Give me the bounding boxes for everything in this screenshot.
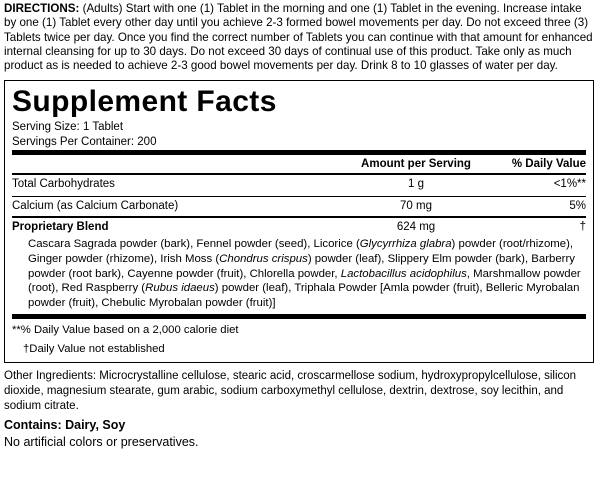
other-ingredients: Other Ingredients: Microcrystalline cellulose, stearic acid, croscarmellose sodium, hydroxypropylcellulose, silicon dioxide, magnesium stearate, gum arabic, sodium carboxymethyl cellulose, dextrin, dextrose, soy lecithin, and sodium citrate. xyxy=(4,370,577,412)
table-header-row xyxy=(12,155,586,173)
footnote-daily-value-basis: **% Daily Value based on a 2,000 calorie diet xyxy=(12,324,239,337)
nutrient-amount: 70 mg xyxy=(400,200,432,213)
no-artificial-statement: No artificial colors or preservatives. xyxy=(4,434,199,449)
header-daily-value: % Daily Value xyxy=(511,157,586,170)
proprietary-blend-name: Proprietary Blend xyxy=(12,220,109,233)
nutrient-daily-value: 5% xyxy=(569,200,586,213)
header-amount-per-serving: Amount per Serving xyxy=(361,157,471,170)
directions-text: (Adults) Start with one (1) Tablet in the morning and one (1) Tablet in the evening. Increase intake by one (1) Tablet every other day until you achieve 2-3 formed bowel movements per day. Do not exceed three (3) Tablets twice per day. Once you find the correct number of Tablets you can continue with that amount for enhanced internal cleansing for up to 30 days. Do not exceed 30 days of continual use of this product. Take only as much product as is needed to achieve 2-3 good bowel movements per day. Drink 8 to 10 glasses of water per day. xyxy=(4,2,593,73)
proprietary-blend-ingredients: Cascara Sagrada powder (bark), Fennel powder (seed), Licorice (Glycyrrhiza glabra) powder (root/rhizome), Ginger powder (rhizome), Irish Moss (Chondrus crispus) powder (leaf), Slippery Elm powder (bark), Barberry powder (root bark), Cayenne powder (fruit), Chlorella powder, Lactobacillus acidophilus, Marshmallow powder (root), Red Raspberry (Rubus idaeus) powder (leaf), Triphala Powder [Amla powder (fruit), Belleric Myrobalan powder (fruit), Chebulic Myrobalan powder (fruit)] xyxy=(28,238,581,310)
nutrient-name: Total Carbohydrates xyxy=(12,177,115,190)
nutrient-daily-value: <1%** xyxy=(553,177,586,190)
directions-paragraph xyxy=(4,2,594,74)
nutrient-name: Calcium (as Calcium Carbonate) xyxy=(12,200,179,213)
directions-label: DIRECTIONS: xyxy=(4,2,80,15)
table-row xyxy=(12,175,586,193)
contains-allergens: Contains: Dairy, Soy xyxy=(4,418,126,433)
proprietary-blend-daily-value: † xyxy=(579,220,586,233)
supplement-facts-panel xyxy=(4,80,594,364)
nutrient-amount: 1 g xyxy=(408,177,424,190)
serving-size: Serving Size: 1 Tablet xyxy=(12,121,124,134)
proprietary-blend-amount: 624 mg xyxy=(396,220,436,233)
supplement-facts-title: Supplement Facts xyxy=(12,84,277,118)
servings-per-container: Servings Per Container: 200 xyxy=(12,135,157,148)
table-row xyxy=(12,197,586,215)
proprietary-blend-row xyxy=(12,218,586,236)
footnote-dv-not-established: †Daily Value not established xyxy=(23,342,165,355)
